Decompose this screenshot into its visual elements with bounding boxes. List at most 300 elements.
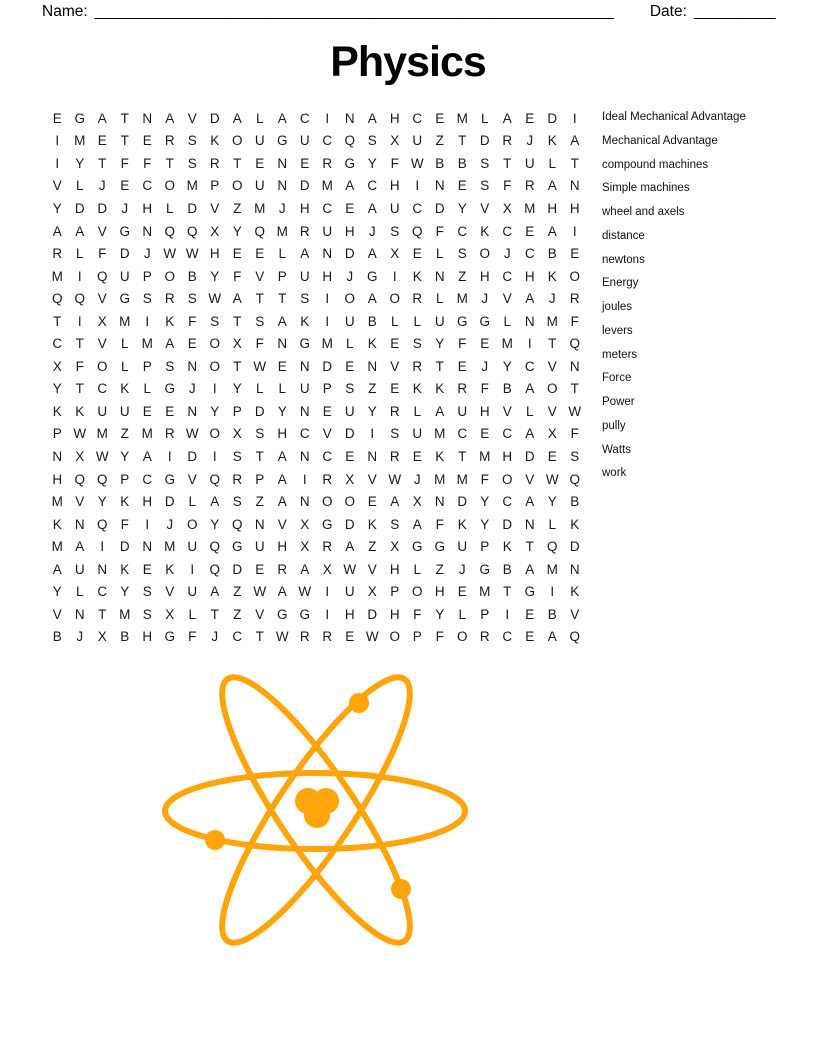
grid-letter: K (570, 584, 580, 600)
grid-letter: I (572, 223, 577, 239)
grid-letter: X (300, 516, 310, 532)
name-blank: _________________________________________________________ (94, 3, 615, 20)
grid-letter: D (344, 246, 355, 262)
grid-letter: D (502, 516, 513, 532)
grid-letter: R (389, 448, 400, 464)
grid-letter: W (410, 155, 424, 171)
grid-letter: M (119, 313, 131, 329)
grid-letter: X (232, 426, 242, 442)
grid-letter: S (390, 516, 400, 532)
grid-letter: K (120, 561, 130, 577)
grid-letter: A (277, 494, 287, 510)
grid-letter: H (277, 426, 288, 442)
grid-letter: F (143, 155, 152, 171)
grid-letter: W (95, 448, 109, 464)
grid-letter: E (525, 606, 535, 622)
grid-letter: V (367, 561, 377, 577)
grid-letter: K (120, 494, 130, 510)
grid-letter: E (277, 358, 287, 374)
grid-letter: E (457, 584, 467, 600)
grid-letter: W (185, 426, 199, 442)
grid-letter: T (458, 448, 467, 464)
date-blank: _________ (693, 3, 776, 20)
grid-letter: V (502, 291, 512, 307)
grid-letter: J (346, 268, 354, 284)
grid-letter: R (322, 539, 333, 555)
grid-letter: P (142, 358, 152, 374)
grid-letter: I (325, 606, 330, 622)
grid-letter: X (322, 561, 332, 577)
word-search-grid (46, 107, 586, 648)
grid-letter: T (503, 584, 512, 600)
grid-letter: V (367, 471, 377, 487)
grid-letter: K (412, 381, 422, 397)
grid-letter: R (232, 471, 243, 487)
grid-letter: A (390, 494, 400, 510)
grid-letter: L (480, 110, 489, 126)
grid-letter: G (479, 561, 490, 577)
grid-letter: M (186, 178, 198, 194)
grid-letter: F (480, 471, 489, 487)
grid-letter: X (300, 539, 310, 555)
grid-letter: L (75, 178, 84, 194)
grid-letter: K (367, 336, 377, 352)
grid-letter: Y (52, 584, 62, 600)
grid-letter: Q (231, 516, 243, 532)
grid-letter: Y (547, 494, 557, 510)
grid-letter: A (412, 516, 422, 532)
grid-letter: N (142, 110, 153, 126)
grid-letter: A (367, 110, 377, 126)
grid-letter: U (254, 178, 265, 194)
grid-letter: K (75, 403, 85, 419)
word-list-item: levers (602, 324, 633, 337)
grid-letter: Y (480, 516, 490, 532)
grid-letter: M (164, 539, 176, 555)
grid-letter: M (524, 200, 536, 216)
grid-letter: U (299, 133, 310, 149)
grid-letter: U (457, 539, 468, 555)
grid-letter: N (524, 313, 535, 329)
grid-letter: C (322, 448, 333, 464)
grid-letter: R (299, 629, 310, 645)
grid-letter: L (435, 246, 444, 262)
grid-letter: T (458, 133, 467, 149)
grid-letter: L (503, 313, 511, 329)
grid-letter: T (233, 155, 242, 171)
grid-letter: E (120, 178, 130, 194)
grid-letter: A (165, 110, 175, 126)
grid-letter: X (52, 358, 62, 374)
grid-letter: I (325, 584, 330, 600)
grid-letter: R (389, 403, 400, 419)
grid-letter: O (209, 336, 220, 352)
date-label: Date: (649, 3, 687, 20)
grid-letter: F (570, 313, 579, 329)
word-list-item: Ideal Mechanical Advantage (602, 111, 746, 123)
grid-letter: E (345, 358, 355, 374)
grid-letter: R (457, 381, 468, 397)
grid-letter: M (434, 426, 446, 442)
grid-letter: G (119, 223, 130, 239)
grid-letter: Z (435, 561, 444, 577)
grid-letter: H (434, 584, 445, 600)
grid-letter: N (277, 155, 288, 171)
grid-letter: G (434, 539, 445, 555)
grid-letter: J (503, 246, 511, 262)
grid-letter: D (164, 494, 175, 510)
grid-letter: U (524, 155, 535, 171)
grid-letter: B (52, 629, 62, 645)
grid-letter: M (456, 291, 468, 307)
grid-letter: L (278, 381, 286, 397)
grid-letter: H (277, 539, 288, 555)
grid-letter: M (51, 539, 63, 555)
grid-letter: P (322, 381, 332, 397)
grid-letter: A (97, 110, 107, 126)
grid-letter: V (525, 471, 535, 487)
grid-letter: A (75, 539, 85, 555)
grid-letter: U (434, 313, 445, 329)
grid-letter: A (210, 584, 220, 600)
grid-letter: B (435, 155, 445, 171)
grid-letter: V (97, 336, 107, 352)
grid-letter: C (412, 200, 423, 216)
grid-letter: K (300, 313, 310, 329)
grid-letter: W (253, 358, 267, 374)
grid-letter: J (278, 200, 286, 216)
grid-letter: N (434, 178, 445, 194)
grid-letter: U (299, 268, 310, 284)
grid-letter: N (187, 358, 198, 374)
grid-letter: T (278, 291, 287, 307)
grid-letter: O (501, 471, 513, 487)
grid-letter: A (232, 110, 242, 126)
word-list-item: wheel and axels (602, 206, 685, 218)
grid-letter: M (119, 606, 131, 622)
grid-letter: N (569, 561, 580, 577)
grid-letter: G (366, 268, 378, 284)
grid-letter: M (479, 584, 491, 600)
grid-letter: H (479, 268, 490, 284)
grid-letter: T (53, 313, 62, 329)
grid-letter: R (277, 561, 288, 577)
grid-letter: E (52, 110, 62, 126)
grid-letter: L (188, 606, 196, 622)
grid-letter: O (321, 494, 333, 510)
grid-letter: C (524, 246, 535, 262)
grid-letter: P (120, 471, 130, 487)
grid-letter: N (569, 358, 580, 374)
grid-letter: L (278, 246, 286, 262)
grid-letter: G (344, 155, 355, 171)
grid-letter: G (299, 606, 310, 622)
word-list (602, 106, 812, 486)
grid-letter: E (525, 110, 535, 126)
grid-letter: D (344, 516, 355, 532)
grid-letter: T (570, 381, 579, 397)
grid-letter: U (322, 223, 333, 239)
grid-letter: F (255, 336, 264, 352)
grid-letter: R (524, 178, 535, 194)
grid-letter: F (435, 516, 444, 532)
grid-letter: W (73, 426, 87, 442)
grid-letter: A (547, 178, 557, 194)
grid-letter: T (210, 606, 219, 622)
grid-letter: I (392, 268, 397, 284)
grid-letter: L (548, 516, 556, 532)
grid-letter: U (187, 584, 198, 600)
grid-letter: E (255, 561, 265, 577)
grid-letter: Q (74, 291, 85, 307)
grid-letter: K (412, 268, 422, 284)
grid-letter: L (413, 313, 421, 329)
grid-letter: C (299, 426, 310, 442)
grid-letter: H (569, 200, 580, 216)
grid-letter: A (525, 381, 535, 397)
grid-letter: L (165, 200, 174, 216)
word-list-item: work (602, 467, 627, 480)
electron-top-right (349, 693, 369, 713)
grid-letter: T (120, 133, 129, 149)
grid-letter: E (457, 358, 467, 374)
grid-letter: F (188, 313, 197, 329)
grid-letter: R (164, 291, 175, 307)
grid-letter: L (390, 313, 399, 329)
grid-letter: B (502, 561, 512, 577)
grid-letter: L (413, 561, 421, 577)
grid-letter: B (457, 155, 467, 171)
grid-letter: M (321, 178, 333, 194)
grid-letter: E (570, 246, 580, 262)
grid-letter: R (164, 426, 175, 442)
grid-letter: S (480, 178, 490, 194)
grid-letter: S (345, 381, 355, 397)
grid-letter: S (142, 584, 152, 600)
grid-letter: Q (254, 223, 265, 239)
grid-letter: F (480, 381, 489, 397)
grid-letter: A (52, 561, 62, 577)
grid-letter: F (120, 516, 129, 532)
grid-letter: V (97, 223, 107, 239)
grid-letter: E (480, 426, 490, 442)
grid-letter: F (233, 268, 242, 284)
grid-letter: K (165, 561, 175, 577)
word-list-item: Force (602, 372, 632, 385)
grid-letter: S (457, 246, 467, 262)
grid-letter: U (344, 584, 355, 600)
grid-letter: F (458, 336, 467, 352)
grid-letter: I (167, 448, 172, 464)
grid-letter: A (277, 448, 287, 464)
grid-letter: L (413, 403, 421, 419)
grid-letter: J (548, 291, 556, 307)
grid-letter: U (119, 403, 130, 419)
grid-letter: A (435, 403, 445, 419)
grid-letter: F (503, 178, 512, 194)
grid-letter: V (255, 268, 265, 284)
grid-letter: Y (210, 403, 220, 419)
grid-letter: A (300, 561, 310, 577)
grid-letter: A (165, 336, 175, 352)
grid-letter: E (390, 381, 400, 397)
grid-letter: D (232, 561, 243, 577)
electron-left (205, 830, 225, 850)
grid-letter: N (344, 110, 355, 126)
grid-letter: U (299, 381, 310, 397)
grid-letter: X (412, 494, 422, 510)
grid-letter: L (255, 110, 264, 126)
grid-letter: H (389, 606, 400, 622)
grid-letter: J (121, 200, 129, 216)
grid-letter: Y (367, 403, 377, 419)
grid-letter: I (100, 539, 105, 555)
grid-letter: Z (255, 494, 264, 510)
grid-letter: D (209, 110, 220, 126)
grid-letter: U (412, 426, 423, 442)
grid-letter: J (76, 629, 84, 645)
grid-letter: Z (368, 539, 377, 555)
grid-letter: F (570, 426, 579, 442)
grid-letter: E (97, 133, 107, 149)
grid-letter: U (457, 403, 468, 419)
grid-letter: E (322, 403, 332, 419)
grid-letter: M (276, 223, 288, 239)
word-list-item: compound machines (602, 158, 709, 171)
grid-letter: Y (480, 494, 490, 510)
grid-letter: V (570, 606, 580, 622)
grid-letter: R (569, 291, 580, 307)
grid-letter: E (142, 403, 152, 419)
word-list-item: Watts (602, 443, 631, 456)
nucleus (295, 788, 339, 828)
grid-letter: E (255, 246, 265, 262)
grid-letter: F (390, 155, 399, 171)
grid-letter: B (367, 313, 377, 329)
grid-letter: M (546, 313, 558, 329)
grid-letter: C (322, 200, 333, 216)
grid-letter: Y (120, 584, 130, 600)
grid-letter: P (210, 178, 220, 194)
grid-letter: E (142, 133, 152, 149)
grid-letter: W (343, 561, 357, 577)
grid-letter: D (367, 606, 378, 622)
grid-letter: W (365, 629, 379, 645)
grid-letter: I (325, 291, 330, 307)
grid-letter: Y (75, 155, 85, 171)
grid-letter: R (52, 246, 63, 262)
grid-letter: W (253, 584, 267, 600)
grid-letter: O (569, 268, 580, 284)
grid-letter: N (52, 448, 63, 464)
grid-letter: G (299, 336, 310, 352)
grid-letter: Q (209, 561, 220, 577)
grid-letter: O (96, 358, 108, 374)
grid-letter: D (569, 539, 580, 555)
grid-letter: P (480, 606, 490, 622)
grid-letter: E (232, 246, 242, 262)
grid-letter: M (546, 561, 558, 577)
grid-letter: S (255, 426, 265, 442)
grid-letter: S (390, 426, 400, 442)
grid-letter: K (547, 133, 557, 149)
puzzle-title: Physics (330, 38, 486, 86)
grid-letter: E (187, 336, 197, 352)
grid-letter: N (434, 494, 445, 510)
grid-letter: E (142, 561, 152, 577)
grid-letter: X (165, 606, 175, 622)
grid-letter: D (97, 200, 108, 216)
grid-letter: H (389, 110, 400, 126)
grid-letter: U (254, 539, 265, 555)
grid-letter: O (231, 178, 243, 194)
grid-letter: S (232, 494, 242, 510)
grid-letter: A (547, 223, 557, 239)
grid-letter: N (142, 539, 153, 555)
grid-letter: G (231, 539, 243, 555)
grid-letter: J (413, 471, 421, 487)
grid-letter: V (277, 516, 287, 532)
grid-letter: C (502, 426, 513, 442)
grid-letter: U (74, 561, 85, 577)
grid-letter: C (502, 223, 513, 239)
grid-letter: T (255, 291, 264, 307)
grid-letter: E (435, 110, 445, 126)
grid-letter: X (502, 200, 512, 216)
grid-letter: N (97, 561, 108, 577)
grid-letter: V (547, 403, 557, 419)
grid-letter: A (367, 200, 377, 216)
grid-letter: Q (96, 516, 108, 532)
grid-letter: B (547, 246, 557, 262)
grid-letter: C (299, 110, 310, 126)
grid-letter: H (502, 448, 513, 464)
grid-letter: O (164, 178, 175, 194)
grid-letter: P (142, 268, 152, 284)
grid-letter: E (457, 178, 467, 194)
word-list-item: Power (602, 396, 635, 408)
grid-letter: I (370, 426, 375, 442)
grid-letter: M (456, 471, 468, 487)
grid-letter: S (187, 133, 197, 149)
grid-letter: O (186, 516, 198, 532)
grid-letter: T (233, 358, 242, 374)
header (42, 3, 776, 21)
grid-letter: N (277, 178, 288, 194)
grid-letter: Z (233, 584, 242, 600)
grid-letter: P (480, 539, 490, 555)
grid-letter: Z (368, 381, 377, 397)
grid-letter: H (344, 606, 355, 622)
grid-letter: G (276, 606, 288, 622)
grid-letter: I (77, 268, 82, 284)
grid-letter: S (142, 291, 152, 307)
grid-letter: E (345, 448, 355, 464)
grid-letter: C (232, 629, 243, 645)
grid-letter: D (119, 246, 130, 262)
grid-letter: T (120, 110, 129, 126)
grid-letter: K (457, 516, 467, 532)
grid-letter: Q (344, 133, 355, 149)
grid-letter: N (254, 516, 265, 532)
grid-letter: I (302, 471, 307, 487)
grid-letter: G (74, 110, 85, 126)
grid-letter: W (163, 246, 177, 262)
grid-letter: H (524, 268, 535, 284)
grid-letter: A (367, 246, 377, 262)
grid-letter: Z (233, 606, 242, 622)
grid-letter: A (75, 223, 85, 239)
